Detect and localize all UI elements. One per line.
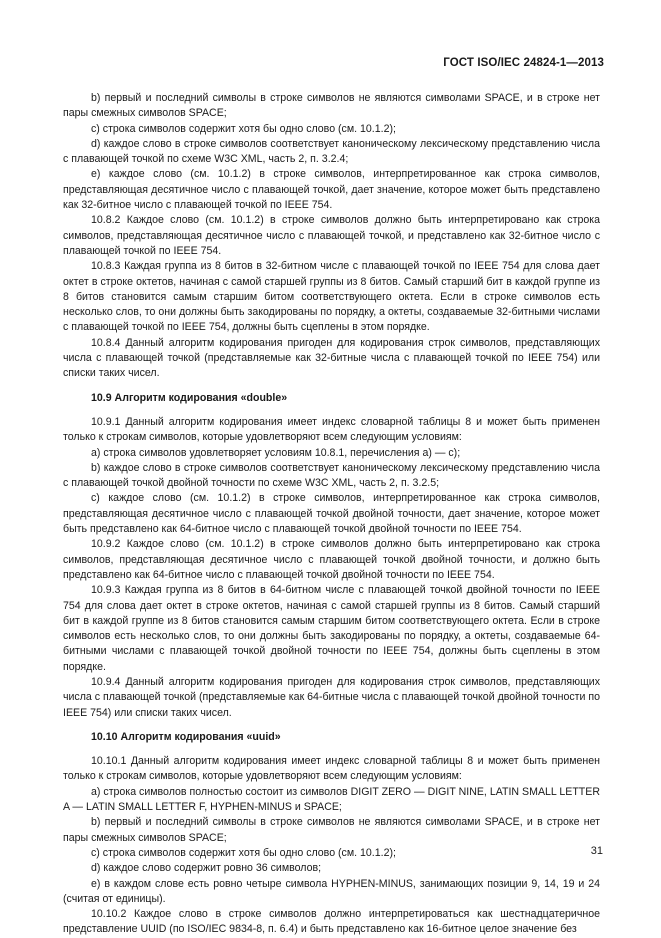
- paragraph: c) строка символов содержит хотя бы одно слово (см. 10.1.2);: [91, 846, 396, 859]
- paragraph: d) каждое слово содержит ровно 36 символов;: [91, 862, 322, 875]
- paragraph: b) каждое слово в строке символов соответствует каноническому лексическому представлению числа с плавающей точкой двойной точности по схеме W3C XML, часть 2, п. 3.2.5;: [63, 461, 600, 490]
- paragraph: b) первый и последний символы в строке символов не являются символами SPACE, и в строке нет пары смежных символов SPACE;: [63, 92, 600, 120]
- document-header: ГОСТ ISO/IEC 24824-1—2013: [443, 57, 604, 69]
- section-heading-uuid: 10.10 Алгоритм кодирования «uuid»: [91, 730, 281, 743]
- paragraph: e) каждое слово (см. 10.1.2) в строке символов, интерпретированное как строка символов, представляющая десятичное число с плавающей точкой, дает значение, которое может быть представлено как 32-битное число с плавающей точкой по IEEE 754.: [63, 168, 600, 212]
- paragraph: 10.8.2 Каждое слово (см. 10.1.2) в строке символов должно быть интерпретировано как строка символов, представляющая десятичное число с плавающей точкой, и представлено как 32-битное число с плавающей точкой по IEEE 754.: [63, 214, 600, 257]
- paragraph: 10.9.2 Каждое слово (см. 10.1.2) в строке символов должно быть интерпретировано как строка символов, представляющая десятичное число с плавающей точкой двойной точности, и должно быть представлено как 64-битное число с плавающей точкой двойной точности по IEEE 754.: [63, 538, 600, 581]
- paragraph: 10.9.4 Данный алгоритм кодирования пригоден для кодирования строк символов, представляющих числа с плавающей точкой (представляемые как 64-битные числа с плавающей точкой двойной точности по IEEE 754) или списки таких чисел.: [63, 675, 600, 719]
- paragraph: e) в каждом слове есть ровно четыре символа HYPHEN-MINUS, занимающих позиции 9, 14, 19 и 24 (считая от единицы).: [63, 877, 600, 905]
- paragraph: 10.10.2 Каждое слово в строке символов должно интерпретироваться как шестнадцатеричное представление UUID (по ISO/IEC 9834-8, п. 6.4) и быть представлено как 16-битное целое значение без: [63, 908, 600, 936]
- paragraph: a) строка символов полностью состоит из символов DIGIT ZERO — DIGIT NINE, LATIN SMALL LETTER A — LATIN SMALL LETTER F, HYPHEN-MINUS и SPACE;: [63, 785, 600, 814]
- paragraph: c) каждое слово (см. 10.1.2) в строке символов, интерпретированное как строка символов, представляющая десятичное число с плавающей точкой двойной точности, дает значение, которое может быть представлено как 64-битное число с плавающей точкой двойной точности по IEEE 754.: [63, 492, 600, 536]
- paragraph: c) строка символов содержит хотя бы одно слово (см. 10.1.2);: [91, 122, 396, 135]
- paragraph: 10.8.4 Данный алгоритм кодирования пригоден для кодирования строк символов, представляющих числа с плавающей точкой (представляемые как 32-битные числа с плавающей точкой по IEEE 754) или списки таких чисел.: [63, 336, 600, 380]
- page-number: 31: [590, 845, 603, 857]
- section-10-8-tail: [63, 91, 600, 382]
- paragraph: 10.8.3 Каждая группа из 8 битов в 32-битном числе с плавающей точкой по IEEE 754 для слова дает октет в строке октетов, начиная с самой старшей группы из 8 битов. Самый старший бит в каждой группе из 8 битов становится самым старшим битом соответствующего октета. Если в строке символов есть несколько слов, то они должны быть закодированы по порядку, а октеты, создаваемые 32-битными числами с плавающей точкой по IEEE 754, должны быть сцеплены в этом порядке.: [63, 260, 600, 334]
- document-body: [63, 91, 600, 938]
- section-10-10: [63, 754, 600, 938]
- paragraph: 10.9.1 Данный алгоритм кодирования имеет индекс словарной таблицы 8 и может быть применен только к строкам символов, которые удовлетворяют всем следующим условиям:: [63, 415, 600, 444]
- section-10-9: [63, 415, 600, 721]
- paragraph: 10.10.1 Данный алгоритм кодирования имеет индекс словарной таблицы 8 и может быть применен только к строкам символов, которые удовлетворяют всем следующим условиям:: [63, 755, 600, 783]
- paragraph: b) первый и последний символы в строке символов не являются символами SPACE, и в строке нет пары смежных символов SPACE;: [63, 816, 600, 844]
- paragraph: d) каждое слово в строке символов соответствует каноническому лексическому представлению числа с плавающей точкой по схеме W3C XML, часть 2, п. 3.2.4;: [63, 137, 600, 166]
- paragraph: 10.9.3 Каждая группа из 8 битов в 64-битном числе с плавающей точкой двойной точности по IEEE 754 для слова дает октет в строке октетов, начиная с самой старшей группы из 8 битов. Самый старший бит в каждой группе из 8 битов становится самым старшим битом соответствующего октета. Если в строке символов есть несколько слов, то они должны быть закодированы по порядку, а октеты, создаваемые 64-битными числами с плавающей точкой двойной точности по IEEE 754, должны быть сцеплены в этом порядке.: [63, 584, 600, 673]
- paragraph: a) строка символов удовлетворяет условиям 10.8.1, перечисления a) — c);: [91, 446, 461, 459]
- section-heading-double: 10.9 Алгоритм кодирования «double»: [91, 391, 288, 404]
